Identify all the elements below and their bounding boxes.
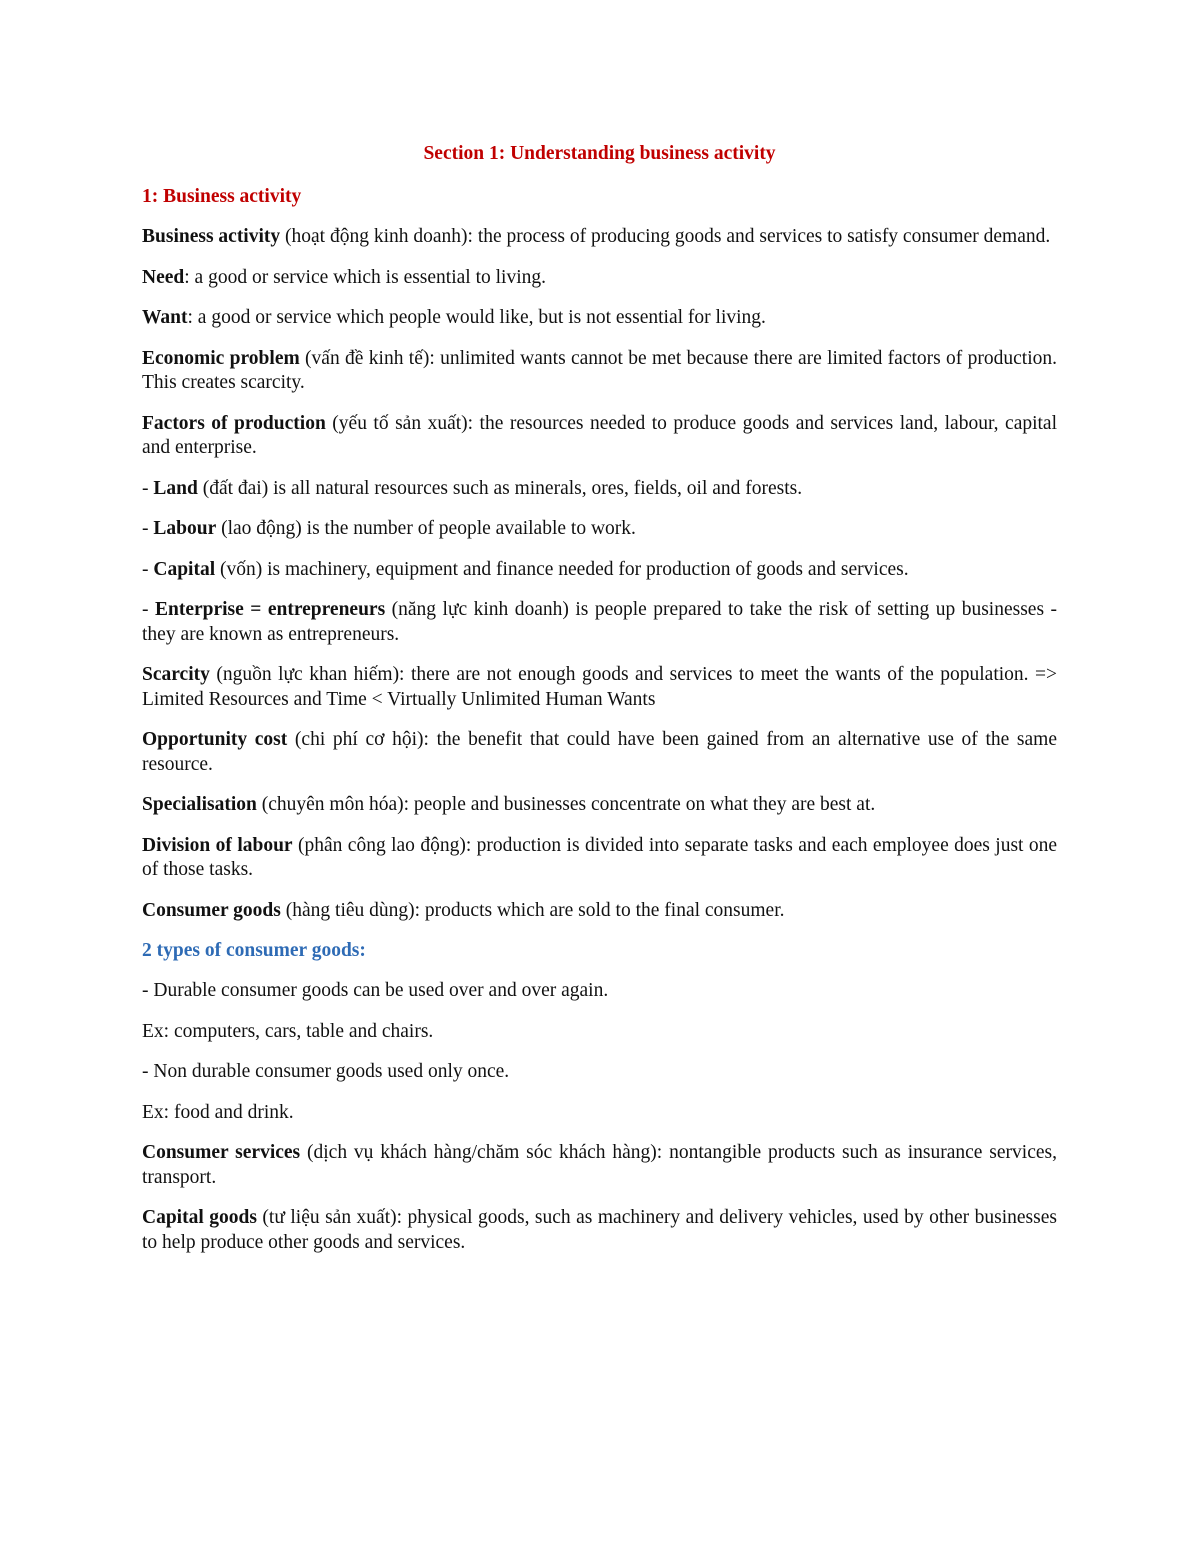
term: Opportunity cost xyxy=(142,729,288,750)
definition-division-of-labour xyxy=(142,834,1057,883)
term: Capital goods xyxy=(142,1207,257,1228)
heading-business-activity: 1: Business activity xyxy=(142,186,302,207)
bullet-dash: - xyxy=(142,518,154,539)
consumer-goods-line: Ex: computers, cars, table and chairs. xyxy=(142,1020,434,1042)
definition-specialisation xyxy=(142,793,1057,818)
term: Specialisation xyxy=(142,794,257,815)
definition-capital-goods xyxy=(142,1206,1057,1255)
term: Scarcity xyxy=(142,664,210,685)
term: Enterprise = entrepreneurs xyxy=(154,599,386,620)
definition-text: (hàng tiêu dùng): products which are sold to the final consumer. xyxy=(280,899,785,921)
definition-text: (dịch vụ khách hàng/chăm sóc khách hàng): nontangible products such as insurance services, transport. xyxy=(142,1142,1057,1188)
definition-business-activity xyxy=(142,225,1057,250)
term: Consumer goods xyxy=(142,899,281,921)
factor-land xyxy=(142,477,1057,502)
definition-consumer-goods xyxy=(142,899,1057,924)
heading-consumer-goods-types: 2 types of consumer goods: xyxy=(142,940,366,961)
term: Division of labour xyxy=(142,834,293,856)
section-title: Section 1: Understanding business activity xyxy=(423,143,776,164)
consumer-goods-line: - Non durable consumer goods used only once. xyxy=(142,1061,510,1082)
definition-text: (năng lực kinh doanh) is people prepared to take the risk of setting up businesses - they are known as entrepreneurs. xyxy=(142,599,1058,645)
factor-capital xyxy=(142,558,1057,583)
bullet-dash: - xyxy=(142,599,155,620)
definition-text: (vốn) is machinery, equipment and finance needed for production of goods and services. xyxy=(215,558,909,580)
definition-text: (đất đai) is all natural resources such as minerals, ores, fields, oil and forests. xyxy=(197,477,803,499)
definition-opportunity-cost xyxy=(142,728,1057,777)
definition-want xyxy=(142,306,1057,331)
term: Consumer services xyxy=(142,1142,301,1163)
definition-text: : a good or service which is essential to living. xyxy=(184,266,547,288)
document-body xyxy=(142,142,1057,1271)
term: Capital xyxy=(153,558,216,580)
term: Labour xyxy=(153,518,217,539)
definition-text: : a good or service which people would like, but is not essential for living. xyxy=(187,307,766,328)
definition-text: (nguồn lực khan hiếm): there are not enough goods and services to meet the wants of the population. => Limited Resources and Time < Virtually Unlimited Human Wants xyxy=(142,664,1057,710)
term: Want xyxy=(142,307,188,328)
definition-text: (tư liệu sản xuất): physical goods, such as machinery and delivery vehicles, used by other businesses to help produce other goods and services. xyxy=(142,1207,1057,1253)
term: Need xyxy=(142,266,185,288)
term: Land xyxy=(153,477,198,499)
bullet-dash: - xyxy=(142,477,154,499)
definition-text: (phân công lao động): production is divided into separate tasks and each employee does just one of those tasks. xyxy=(142,834,1058,880)
definition-text: (hoạt động kinh doanh): the process of producing goods and services to satisfy consumer demand. xyxy=(280,226,1051,247)
definition-text: (yếu tố sản xuất): the resources needed to produce goods and services land, labour, capital and enterprise. xyxy=(142,412,1058,458)
definition-consumer-services xyxy=(142,1141,1057,1190)
consumer-goods-line: - Durable consumer goods can be used over and over again. xyxy=(142,980,609,1001)
term: Business activity xyxy=(142,226,281,247)
definition-text: (lao động) is the number of people available to work. xyxy=(216,518,636,539)
definition-text: (chi phí cơ hội): the benefit that could have been gained from an alternative use of the same resource. xyxy=(142,729,1057,775)
definition-factors-of-production xyxy=(142,412,1057,461)
factor-enterprise xyxy=(142,598,1057,647)
consumer-goods-line: Ex: food and drink. xyxy=(142,1101,294,1123)
bullet-dash: - xyxy=(142,558,154,580)
definition-text: (chuyên môn hóa): people and businesses concentrate on what they are best at. xyxy=(256,794,876,815)
factor-labour xyxy=(142,517,1057,542)
definition-text: (vấn đề kinh tế): unlimited wants cannot be met because there are limited factors of production. This creates scarcity. xyxy=(142,347,1057,393)
definition-economic-problem xyxy=(142,347,1057,396)
definition-need xyxy=(142,266,1057,291)
term: Factors of production xyxy=(142,412,326,434)
term: Economic problem xyxy=(142,347,300,369)
definition-scarcity xyxy=(142,663,1057,712)
